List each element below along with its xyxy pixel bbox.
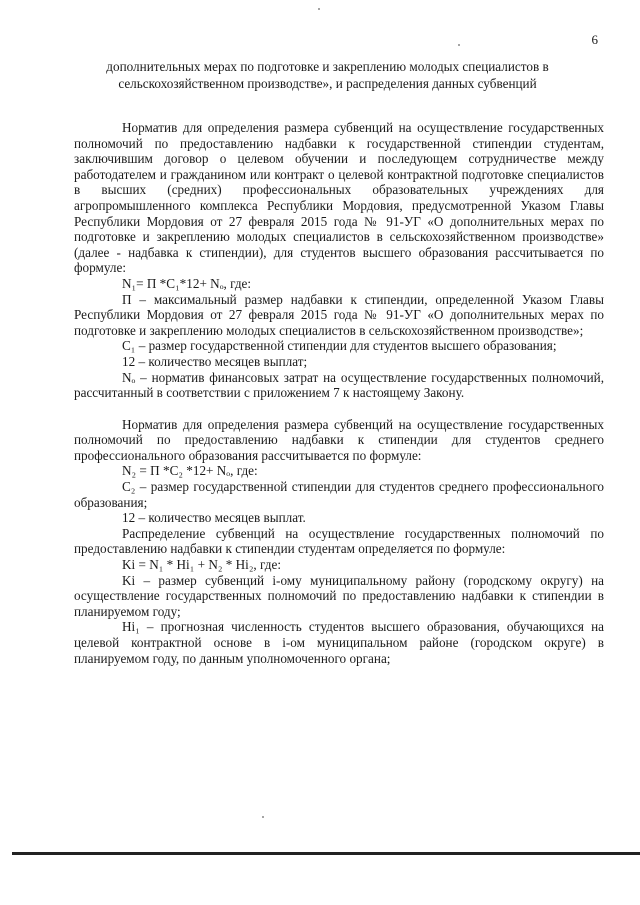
scan-speck bbox=[318, 8, 320, 10]
paragraph-distribution: Распределение субвенций на осуществление государственных полномочий по предоставлению надбавки к стипендии студентам определяется по формуле: bbox=[74, 525, 604, 557]
section-header bbox=[50, 58, 605, 92]
formula-ki: Ki = N₁ * Hi₁ + N₂ * Hi₂, где: bbox=[122, 557, 282, 573]
header-line-1: дополнительных мерах по подготовке и закреплению молодых специалистов в bbox=[106, 59, 549, 74]
definition-12-months-2: 12 – количество месяцев выплат. bbox=[122, 510, 306, 526]
paragraph-gap bbox=[74, 401, 604, 417]
page-number: 6 bbox=[591, 32, 598, 47]
definition-ki: Ki – размер субвенций i-ому муниципальному району (городскому округу) на осуществление государственных полномочий по предоставлению надбавки к стипендии в планируемом году; bbox=[74, 572, 604, 619]
header-line-2: сельскохозяйственном производстве», и распределения данных субвенций bbox=[118, 76, 537, 91]
paragraph-normative-secondary: Норматив для определения размера субвенций на осуществление государственных полномочий по предоставлению надбавки к стипендии для студентов среднего профессионального образования рассчитывается по формуле: bbox=[74, 416, 604, 463]
definition-no: Nₒ – норматив финансовых затрат на осуществление государственных полномочий, рассчитанный в соответствии с приложением 7 к настоящему Закону. bbox=[74, 369, 604, 401]
definition-hi1: Hi₁ – прогнозная численность студентов высшего образования, обучающихся на целевой контрактной основе в i-ом муниципальном районе (городском округе) в планируемом году, по данным уполномоченного органа; bbox=[74, 619, 604, 666]
definition-c2: С₂ – размер государственной стипендии для студентов среднего профессионального образования; bbox=[74, 479, 604, 510]
formula-n1: N₁= П *C₁*12+ Nₒ, где: bbox=[122, 275, 252, 291]
definition-p: П – максимальный размер надбавки к стипендии, определенной Указом Главы Республики Мордовия от 27 февраля 2015 года № 91-УГ «О дополнительных мерах по подготовке и закреплению молодых специалистов в сельскохозяйственном производстве»; bbox=[74, 291, 604, 338]
document-body bbox=[74, 120, 604, 666]
scan-speck bbox=[262, 816, 264, 818]
formula-n2: N₂ = П *C₂ *12+ Nₒ, где: bbox=[122, 463, 258, 479]
paragraph-normative-higher: Норматив для определения размера субвенций на осуществление государственных полномочий по предоставлению надбавки к государственной стипендии студентам, заключившим договор о целевом обучении и последующем сотрудничестве между работодателем и гражданином или контракт о целевой контрактной подготовке специалистов в высших (средних) профессиональных образовательных учреждениях для агропромышленного комплекса Республики Мордовия, предусмотренной Указом Главы Республики Мордовия от 27 февраля 2015 года № 91-УГ «О дополнительных мерах по подготовке и закреплению молодых специалистов в сельскохозяйственном производстве» (далее - надбавка к стипендии), для студентов высшего образования рассчитывается по формуле: bbox=[74, 120, 604, 276]
definition-c1: С₁ – размер государственной стипендии для студентов высшего образования; bbox=[122, 338, 557, 354]
definition-12-months: 12 – количество месяцев выплат; bbox=[122, 353, 308, 369]
scan-speck bbox=[458, 44, 460, 46]
bottom-rule bbox=[12, 852, 640, 855]
